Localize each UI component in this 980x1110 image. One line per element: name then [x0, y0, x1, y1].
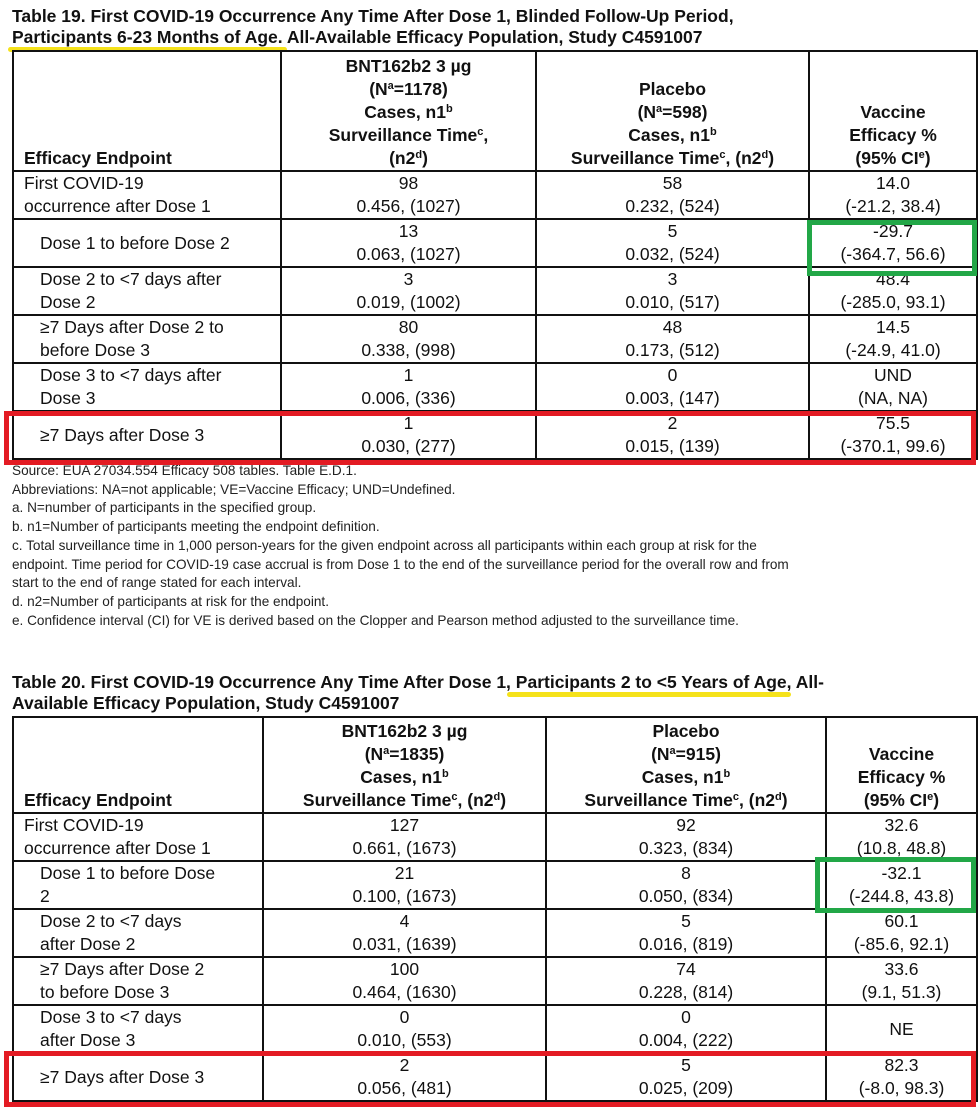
footnote-mark: a [656, 103, 663, 115]
ve-cell-line: NE [889, 1018, 914, 1039]
placebo-cell-line: 58 [662, 173, 683, 193]
vaccine-cell-line: 0.661, (1673) [352, 838, 457, 858]
placebo-cell-line: 0.323, (834) [638, 838, 734, 858]
value: =598) [662, 102, 708, 122]
table19-header-row [13, 51, 977, 171]
table19 [12, 50, 978, 460]
vaccine-cell-line: 0.019, (1002) [356, 292, 461, 312]
ve-cell [809, 411, 977, 459]
ve-cell [826, 957, 977, 1005]
placebo-cell-line: 5 [681, 1055, 691, 1075]
table19-header-placebo-name: Placebo [638, 79, 707, 99]
vaccine-cell [263, 1053, 546, 1101]
placebo-cell-line: 0.173, (512) [625, 340, 720, 360]
table-row [13, 1053, 977, 1101]
placebo-cell [546, 813, 826, 861]
endpoint-cell-line: Dose 2 to <7 days after [40, 269, 222, 289]
label: (N [651, 744, 670, 764]
table20-header-ve-l1: Vaccine [868, 744, 935, 764]
table20-header-row [13, 717, 977, 813]
placebo-cell-line: 5 [667, 221, 678, 241]
endpoint-cell-line: before Dose 3 [40, 340, 150, 360]
footnote-mark: a [669, 745, 676, 757]
ve-cell [826, 861, 977, 909]
ve-cell-line: (10.8, 48.8) [856, 838, 947, 858]
table19-footnotes [12, 462, 972, 630]
footnote-line: d. n2=Number of participants at risk for the endpoint. [12, 593, 329, 609]
table20-header-placebo-cases [547, 766, 825, 789]
table19-title-line2 [12, 27, 734, 48]
vaccine-cell-line: 3 [403, 269, 414, 289]
endpoint-cell-line: First COVID-19 [24, 173, 144, 193]
table19-header-vaccine-name: BNT162b2 3 µg [345, 56, 472, 76]
endpoint-cell [13, 219, 281, 267]
ve-cell [809, 219, 977, 267]
vaccine-cell [281, 219, 536, 267]
label: Cases, n1 [364, 102, 446, 122]
footnote-mark: c [451, 791, 458, 803]
ve-cell-line: (-21.2, 38.4) [845, 196, 941, 216]
table19-header-ve-l1: Vaccine [860, 102, 926, 122]
table19-title-line1: Table 19. First COVID-19 Occurrence Any Time After Dose 1, Blinded Follow-Up Period, [12, 6, 734, 26]
placebo-cell-line: 5 [681, 911, 691, 931]
placebo-cell-line: 48 [662, 317, 683, 337]
vaccine-cell-line: 0.031, (1639) [352, 934, 457, 954]
ve-cell-line: (-244.8, 43.8) [848, 886, 955, 906]
endpoint-cell [13, 315, 281, 363]
table19-header-endpoint: Efficacy Endpoint [13, 51, 281, 171]
table19-header-placebo [536, 51, 809, 171]
table19-body [13, 171, 977, 459]
table20-body [13, 813, 977, 1101]
table19-header-vaccine-cases [282, 101, 535, 124]
placebo-cell-line: 0 [681, 1007, 691, 1027]
placebo-cell [546, 957, 826, 1005]
placebo-cell-line: 0.032, (524) [625, 244, 720, 264]
placebo-cell-line: 0.015, (139) [625, 436, 720, 456]
ve-cell-line: (NA, NA) [858, 388, 928, 408]
endpoint-cell-line: Dose 3 to <7 days [40, 1007, 182, 1027]
placebo-cell-line: 0 [667, 365, 678, 385]
footnote-mark: c [477, 126, 484, 138]
vaccine-cell-line: 0.010, (553) [357, 1030, 452, 1050]
placebo-cell [546, 861, 826, 909]
table20-header-ve-l2: Efficacy % [857, 767, 946, 787]
table19-header-placebo-surv [537, 147, 808, 170]
footnote-line: endpoint. Time period for COVID-19 case accrual is from Dose 1 to the end of the surveillance period for the overall row and from [12, 556, 789, 572]
placebo-cell-line: 0.003, (147) [625, 388, 720, 408]
table-row [13, 267, 977, 315]
vaccine-cell-line: 0.063, (1027) [356, 244, 461, 264]
placebo-cell [536, 411, 809, 459]
placebo-cell-line: 0.228, (814) [638, 982, 734, 1002]
footnote-line: b. n1=Number of participants meeting the endpoint definition. [12, 519, 380, 535]
placebo-cell-line: 3 [667, 269, 678, 289]
placebo-cell [546, 909, 826, 957]
endpoint-cell-line: 2 [40, 886, 50, 906]
ve-cell-line: 75.5 [875, 413, 911, 433]
endpoint-cell-line: occurrence after Dose 1 [24, 838, 211, 858]
ve-cell-line: 14.5 [875, 317, 911, 337]
label: ) [924, 148, 931, 168]
endpoint-cell-line: Dose 1 to before Dose [40, 863, 216, 883]
table20-header-ve [826, 717, 977, 813]
footnote-mark: d [493, 791, 501, 803]
endpoint-cell-line: after Dose 2 [40, 934, 136, 954]
table19-header-placebo-n [537, 101, 808, 124]
label: Surveillance Time [328, 125, 478, 145]
label: , [483, 125, 489, 145]
ve-cell-line: (-85.6, 92.1) [853, 934, 950, 954]
vaccine-cell-line: 0.056, (481) [357, 1078, 452, 1098]
table19-header-ve [809, 51, 977, 171]
table-row [13, 957, 977, 1005]
vaccine-cell-line: 100 [389, 959, 420, 979]
table20-header-ve-l3 [827, 789, 976, 812]
endpoint-cell-line: after Dose 3 [40, 1030, 136, 1050]
ve-cell-line: 14.0 [875, 173, 911, 193]
endpoint-cell-line: occurrence after Dose 1 [24, 196, 211, 216]
label: Cases, n1 [641, 767, 724, 787]
ve-cell [809, 267, 977, 315]
placebo-cell [536, 267, 809, 315]
value: =1178) [393, 79, 448, 99]
endpoint-cell [13, 363, 281, 411]
placebo-cell [546, 1005, 826, 1053]
table-row [13, 363, 977, 411]
table-row [13, 909, 977, 957]
table20-header-vaccine [263, 717, 546, 813]
endpoint-cell [13, 171, 281, 219]
table20-header-placebo-name: Placebo [652, 721, 720, 741]
label: , (n2 [725, 148, 762, 168]
table19-title [12, 6, 734, 48]
endpoint-cell [13, 1053, 263, 1101]
placebo-cell-line: 0.025, (209) [638, 1078, 734, 1098]
vaccine-cell [263, 957, 546, 1005]
vaccine-cell [263, 813, 546, 861]
endpoint-cell-line: ≥7 Days after Dose 2 to [40, 317, 224, 337]
label: (95% CI [855, 148, 919, 168]
ve-cell [826, 1005, 977, 1053]
footnote-line: Source: EUA 27034.554 Efficacy 508 tables. Table E.D.1. [12, 463, 357, 478]
ve-cell-line: (-285.0, 93.1) [840, 292, 946, 312]
table20-title-line1 [12, 672, 824, 693]
vaccine-cell-line: 0.456, (1027) [356, 196, 461, 216]
table20-age-highlight: Participants 2 to <5 Years of Age [510, 672, 787, 692]
label: ) [500, 790, 507, 810]
label: , (n2 [739, 790, 776, 810]
label: Cases, n1 [360, 767, 442, 787]
footnote-mark: d [761, 149, 769, 161]
ve-cell-line: 60.1 [884, 911, 919, 931]
vaccine-cell-line: 2 [399, 1055, 410, 1075]
vaccine-cell [263, 1005, 546, 1053]
table19-header-vaccine-n [282, 78, 535, 101]
endpoint-cell-line: Dose 1 to before Dose 2 [40, 232, 230, 253]
table-row [13, 315, 977, 363]
footnote-line: start to the end of range stated for each interval. [12, 575, 302, 591]
footnote-mark: a [387, 80, 394, 92]
label: Cases, n1 [628, 125, 710, 145]
endpoint-cell-line: ≥7 Days after Dose 3 [40, 424, 205, 445]
placebo-cell [536, 219, 809, 267]
table19-header-vaccine [281, 51, 536, 171]
footnote-mark: e [918, 149, 925, 161]
title-text: , All- [786, 672, 824, 692]
table-row [13, 1005, 977, 1053]
table19-header-ve-l2: Efficacy % [849, 125, 937, 145]
vaccine-cell-line: 13 [398, 221, 419, 241]
footnote-mark: d [415, 149, 423, 161]
table20-header-vaccine-surv [264, 789, 545, 812]
table20-title-line2: Available Efficacy Population, Study C4591007 [12, 693, 400, 713]
label: ) [768, 148, 775, 168]
label: Surveillance Time [584, 790, 733, 810]
label: ) [781, 790, 788, 810]
label: Surveillance Time [302, 790, 452, 810]
vaccine-cell-line: 0.464, (1630) [352, 982, 457, 1002]
table19-age-highlight: Participants 6-23 Months of Age. [12, 27, 283, 47]
endpoint-cell-line: First COVID-19 [24, 815, 144, 835]
ve-cell-line: (-370.1, 99.6) [840, 436, 946, 456]
placebo-cell-line: 0.010, (517) [625, 292, 720, 312]
table20-header-endpoint: Efficacy Endpoint [13, 717, 263, 813]
vaccine-cell [263, 861, 546, 909]
vaccine-cell-line: 0.338, (998) [361, 340, 456, 360]
ve-cell-line: 32.6 [884, 815, 919, 835]
table20-header-vaccine-n [264, 743, 545, 766]
table19-header-vaccine-n2 [282, 147, 535, 170]
table20-header-placebo-n [547, 743, 825, 766]
vaccine-cell [263, 909, 546, 957]
table-row [13, 861, 977, 909]
endpoint-cell [13, 813, 263, 861]
ve-cell [826, 909, 977, 957]
endpoint-cell-line: to before Dose 3 [40, 982, 170, 1002]
table19-header-placebo-cases [537, 124, 808, 147]
footnote-mark: b [441, 768, 449, 780]
endpoint-cell [13, 909, 263, 957]
ve-cell [826, 813, 977, 861]
vaccine-cell [281, 171, 536, 219]
ve-cell-line: 82.3 [884, 1055, 919, 1075]
table19-header-vaccine-surv [282, 124, 535, 147]
ve-cell-line: -32.1 [881, 863, 922, 883]
footnote-line: a. N=number of participants in the specified group. [12, 500, 317, 516]
vaccine-cell-line: 0.100, (1673) [352, 886, 457, 906]
placebo-cell-line: 0.016, (819) [638, 934, 734, 954]
footnote-mark: c [732, 791, 740, 803]
footnote-mark: c [719, 149, 726, 161]
endpoint-cell [13, 267, 281, 315]
footnote-line: c. Total surveillance time in 1,000 person-years for the given endpoint across all participants within each group at risk for the [12, 537, 757, 553]
ve-cell-line: UND [874, 365, 912, 385]
label: ) [422, 148, 428, 168]
ve-cell-line: (-8.0, 98.3) [858, 1078, 945, 1098]
footnote-mark: b [709, 126, 717, 138]
placebo-cell-line: 8 [681, 863, 691, 883]
ve-cell-line: (-364.7, 56.6) [840, 244, 946, 264]
table-row [13, 813, 977, 861]
vaccine-cell-line: 1 [403, 413, 414, 433]
endpoint-cell-line: ≥7 Days after Dose 3 [40, 1066, 205, 1087]
table19-title-line2-rest: All-Available Efficacy Population, Study C4591007 [282, 27, 703, 47]
label: (N [637, 102, 657, 122]
placebo-cell [536, 363, 809, 411]
label: (N [364, 744, 384, 764]
endpoint-cell [13, 957, 263, 1005]
vaccine-cell-line: 98 [398, 173, 419, 193]
ve-cell [809, 171, 977, 219]
ve-cell [826, 1053, 977, 1101]
value: =1835) [389, 744, 445, 764]
footnote-mark: d [775, 791, 782, 803]
endpoint-cell-line: Dose 2 [40, 292, 96, 312]
placebo-cell-line: 0.004, (222) [638, 1030, 734, 1050]
placebo-cell [536, 171, 809, 219]
vaccine-cell [281, 267, 536, 315]
vaccine-cell-line: 0 [399, 1007, 410, 1027]
table20-header-placebo [546, 717, 826, 813]
table-row [13, 171, 977, 219]
vaccine-cell-line: 80 [398, 317, 419, 337]
placebo-cell-line: 2 [667, 413, 678, 433]
label: ) [933, 790, 940, 810]
vaccine-cell-line: 1 [403, 365, 414, 385]
endpoint-cell [13, 861, 263, 909]
vaccine-cell [281, 411, 536, 459]
footnote-line: e. Confidence interval (CI) for VE is derived based on the Clopper and Pearson method adjusted to the surveillance time. [12, 612, 739, 628]
label: (n2 [389, 148, 416, 168]
label: (95% CI [863, 790, 928, 810]
placebo-cell [536, 315, 809, 363]
table20-header-vaccine-name: BNT162b2 3 µg [341, 721, 468, 741]
ve-cell-line: (-24.9, 41.0) [845, 340, 941, 360]
vaccine-cell-line: 21 [394, 863, 415, 883]
vaccine-cell-line: 4 [399, 911, 410, 931]
ve-cell-line: (9.1, 51.3) [861, 982, 942, 1002]
vaccine-cell [281, 315, 536, 363]
table19-header-ve-l3 [810, 147, 976, 170]
table20-header-vaccine-cases [264, 766, 545, 789]
value: =915) [675, 744, 721, 764]
endpoint-cell-line: Dose 3 to <7 days after [40, 365, 222, 385]
vaccine-cell-line: 0.006, (336) [361, 388, 456, 408]
vaccine-cell [281, 363, 536, 411]
table20-title [12, 672, 824, 714]
title-text: Table 20. First COVID-19 Occurrence Any Time After Dose 1, [12, 672, 511, 692]
table20-header-placebo-surv [547, 789, 825, 812]
ve-cell [809, 315, 977, 363]
vaccine-cell-line: 127 [389, 815, 420, 835]
table-row [13, 411, 977, 459]
footnote-mark: b [723, 768, 731, 780]
placebo-cell-line: 74 [676, 959, 696, 979]
footnote-mark: e [927, 791, 934, 803]
label: (N [369, 79, 388, 99]
placebo-cell [546, 1053, 826, 1101]
placebo-cell-line: 92 [676, 815, 696, 835]
placebo-cell-line: 0.050, (834) [638, 886, 734, 906]
footnote-line: Abbreviations: NA=not applicable; VE=Vaccine Efficacy; UND=Undefined. [12, 481, 456, 497]
endpoint-cell-line: Dose 2 to <7 days [40, 911, 182, 931]
endpoint-cell-line: Dose 3 [40, 388, 96, 408]
vaccine-cell-line: 0.030, (277) [361, 436, 456, 456]
table-row [13, 219, 977, 267]
table20 [12, 716, 978, 1102]
ve-cell [809, 363, 977, 411]
label: Surveillance Time [570, 148, 720, 168]
endpoint-cell-line: ≥7 Days after Dose 2 [40, 959, 205, 979]
ve-cell-line: 33.6 [884, 959, 919, 979]
label: , (n2 [457, 790, 494, 810]
endpoint-cell [13, 411, 281, 459]
placebo-cell-line: 0.232, (524) [625, 196, 720, 216]
ve-cell-line: 48.4 [875, 269, 911, 289]
footnote-mark: b [445, 103, 453, 115]
footnote-mark: a [383, 745, 390, 757]
ve-cell-line: -29.7 [873, 221, 913, 241]
endpoint-cell [13, 1005, 263, 1053]
